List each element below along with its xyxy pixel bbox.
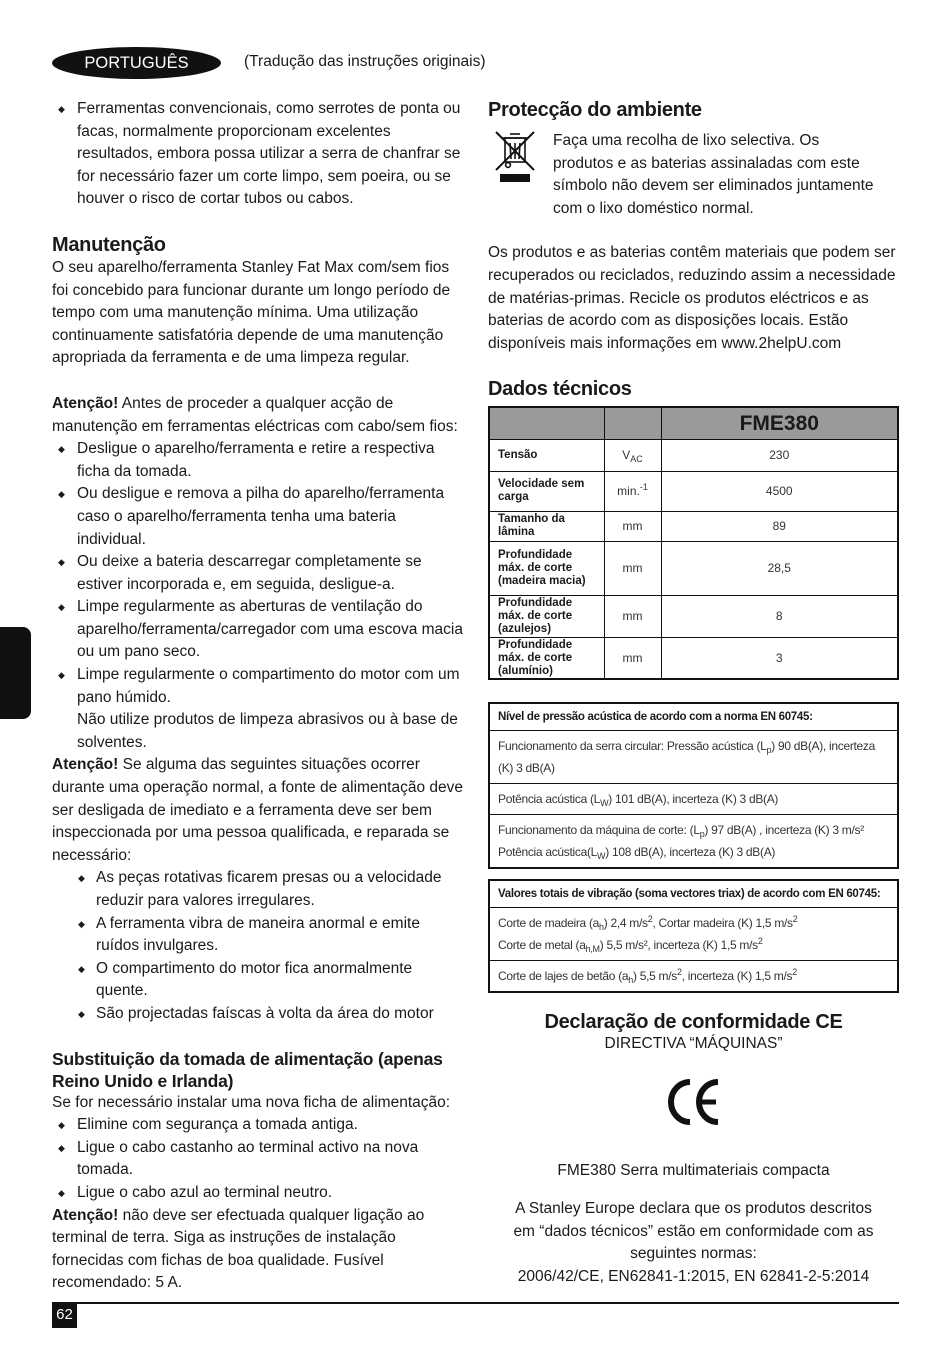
plug-replacement-heading: Substituição da tomada de alimentação (apenas Reino Unido e Irlanda)	[52, 1048, 443, 1091]
recycling-info: Os produtos e as baterias contêm materiais que podem ser recuperados ou reciclados, reduzindo assim a necessidade de matérias-primas. Recicle os produtos eléctricos e as baterias de acordo com as disposições locais. Estão disponíveis mais informações em www.2helpU.com	[488, 244, 896, 352]
spec-value: 28,5	[661, 541, 898, 595]
section-tab-marker	[0, 627, 31, 719]
language-label: PORTUGUÊS	[84, 53, 189, 72]
noise-row-cutting-machine: Funcionamento da máquina de corte: $(L_p)$ 97 dB(A) , incerteza (K) 3 m/s² Potência $acústica(L_W)$ 108 dB(A), incerteza (K) 3 dB(A)	[490, 814, 897, 867]
vibration-values-box	[488, 879, 899, 993]
plug-bullet-list	[52, 1114, 464, 1204]
language-badge	[52, 47, 221, 79]
ce-declaration-text: A Stanley Europe declara que os produtos descritos em “dados técnicos” estão em conformidade com as seguintes normas:	[513, 1199, 874, 1263]
right-column	[488, 98, 899, 1288]
left-column	[52, 98, 464, 1295]
recycling-notice	[488, 130, 899, 220]
spec-unit: mm	[604, 541, 661, 595]
table-row	[489, 595, 898, 637]
list-item: ◆ A ferramenta vibra de maneira anormal e emite ruídos invulgares.	[52, 913, 464, 958]
list-item: ◆ As peças rotativas ficarem presas ou a velocidade reduzir para valores irregulares.	[52, 867, 464, 912]
ce-mark-icon	[664, 1072, 724, 1132]
spec-value: 89	[661, 511, 898, 541]
table-row	[489, 471, 898, 511]
spec-label: Profundidade máx. de corte (azulejos)	[489, 595, 604, 637]
warning-label: Atenção!	[52, 1206, 119, 1224]
table-header-row	[489, 407, 898, 439]
translation-note: (Tradução das instruções originais)	[244, 53, 486, 70]
list-item: ◆ Ligue o cabo azul ao terminal neutro.	[52, 1182, 464, 1205]
table-row	[489, 541, 898, 595]
table-row	[489, 511, 898, 541]
noise-row-circular-saw: Funcionamento da serra circular: Pressão acústica $(L_p)$ 90 dB(A), incerteza (K) 3 dB(A)	[490, 730, 897, 783]
technical-data-heading: Dados técnicos	[488, 378, 632, 401]
table-row	[489, 439, 898, 471]
vibration-row-wood-metal: Corte de madeira $(a_h)$ 2,4 $m/s^2$, Cortar madeira (K) 1,5 $m/s^2$ Corte de metal $(a_{h,M})$ 5,5 m/s², incerteza (K) 1,5 $m/s^2$	[490, 907, 897, 960]
warning-label: Atenção!	[52, 756, 119, 774]
model-name: FME380	[661, 407, 898, 439]
spec-unit: mm	[604, 511, 661, 541]
ce-declaration	[488, 1010, 899, 1288]
plug-warning	[52, 1205, 464, 1295]
spec-unit: min.$^{-1}$	[604, 471, 661, 511]
vibration-row-concrete: Corte de lajes de betão $(a_h)$ 5,5 $m/s^2$, incerteza (K) 1,5 $m/s^2$	[490, 960, 897, 991]
page-number: 62	[52, 1303, 77, 1328]
wheelie-bin-crossed-icon	[488, 130, 554, 220]
spec-label: Tamanho da lâmina	[489, 511, 604, 541]
footer-rule	[52, 1302, 899, 1304]
list-item: ◆ Limpe regularmente as aberturas de ventilação do aparelho/ferramenta/carregador com uma escova macia ou um pano seco.	[52, 596, 464, 664]
list-item: ◆ Limpe regularmente o compartimento do motor com um pano húmido.	[52, 664, 464, 709]
spec-label: Velocidade sem carga	[489, 471, 604, 511]
list-item: ◆ O compartimento do motor fica anormalmente quente.	[52, 958, 464, 1003]
vibration-box-title: Valores totais de vibração (soma vectores triax) de acordo com EN 60745:	[498, 888, 881, 901]
list-item: ◆ São projectadas faíscas à volta da área do motor	[52, 1003, 464, 1026]
intro-bullet-list	[52, 98, 464, 211]
ce-directive: DIRECTIVA “MÁQUINAS”	[604, 1035, 783, 1053]
list-item: ◆ Ligue o cabo castanho ao terminal activo na nova tomada.	[52, 1137, 464, 1182]
maintenance-text: O seu aparelho/ferramenta Stanley Fat Max com/sem fios foi concebido para funcionar durante um longo período de tempo com uma manutenção mínima. Uma utilização continuamente satisfatória depende de uma manutenção apropriada da ferramenta e de uma limpeza regular.	[52, 258, 451, 367]
spec-label: Profundidade máx. de corte (madeira macia)	[489, 541, 604, 595]
list-item: ◆ Ou deixe a bateria descarregar completamente se estiver incorporada e, em seguida, desligue-a.	[52, 551, 464, 596]
ce-standards: 2006/42/CE, EN62841-1:2015, EN 62841-2-5:2014	[517, 1267, 870, 1285]
technical-data-table	[488, 406, 899, 680]
spec-label: Tensão	[489, 439, 604, 471]
list-item: ◆ Ferramentas convencionais, como serrotes de ponta ou facas, normalmente proporcionam excelentes resultados, embora possa utilizar a serra de chanfrar se for necessário fazer um corte limpo, sem poeira, ou se houver o risco de cortar tubos ou cabos.	[52, 98, 464, 211]
malfunction-bullet-list	[52, 867, 464, 1025]
spec-value: 3	[661, 637, 898, 679]
warning-text: Antes de proceder a qualquer acção de manutenção em ferramentas eléctricas com cabo/sem fios:	[52, 394, 458, 435]
spec-unit: mm	[604, 637, 661, 679]
maintenance-warning	[52, 393, 464, 438]
maintenance-bullet-list	[52, 438, 464, 709]
noise-box-title: Nível de pressão acústica de acordo com a norma EN 60745:	[498, 711, 813, 724]
ce-declaration-heading: Declaração de conformidade CE	[544, 1011, 843, 1034]
list-item: ◆ Ou desligue e remova a pilha do aparelho/ferramenta caso o aparelho/ferramenta tenha uma bateria individual.	[52, 483, 464, 551]
warning-text: Se alguma das seguintes situações ocorrer durante uma operação normal, a fonte de alimentação deve ser desligada de imediato e a ferramenta deve ser bem inspeccionada por uma pessoa qualificada, e reparada se necessário:	[52, 756, 464, 864]
spec-label: Profundidade máx. de corte (alumínio)	[489, 637, 604, 679]
warning-label: Atenção!	[52, 394, 119, 412]
cleaning-note: Não utilize produtos de limpeza abrasivos ou à base de solventes.	[77, 711, 458, 751]
recycling-symbol-text: Faça uma recolha de lixo selectiva. Os produtos e as baterias assinaladas com este símbolo não devem ser eliminados juntamente com o lixo doméstico normal.	[553, 132, 874, 217]
spec-value: 230	[661, 439, 898, 471]
spec-unit: $V_{AC}$	[604, 439, 661, 471]
noise-row-acoustic-power: Potência acústica $(L_W)$ 101 dB(A), incerteza (K) 3 dB(A)	[490, 783, 897, 814]
list-item: ◆ Elimine com segurança a tomada antiga.	[52, 1114, 464, 1137]
spec-value: 4500	[661, 471, 898, 511]
spec-value: 8	[661, 595, 898, 637]
warning-text: não deve ser efectuada qualquer ligação ao terminal de terra. Siga as instruções de instalação fornecidas com fichas de boa qualidade. Fusível recomendado: 5 A.	[52, 1206, 425, 1292]
spec-unit: mm	[604, 595, 661, 637]
environment-heading: Protecção do ambiente	[488, 99, 702, 121]
maintenance-warning-2	[52, 754, 464, 867]
table-row	[489, 637, 898, 679]
list-item: ◆ Desligue o aparelho/ferramenta e retire a respectiva ficha da tomada.	[52, 438, 464, 483]
ce-product: FME380 Serra multimateriais compacta	[557, 1162, 830, 1180]
plug-intro: Se for necessário instalar uma nova ficha de alimentação:	[52, 1093, 451, 1111]
noise-level-box	[488, 702, 899, 869]
maintenance-heading: Manutenção	[52, 233, 166, 256]
